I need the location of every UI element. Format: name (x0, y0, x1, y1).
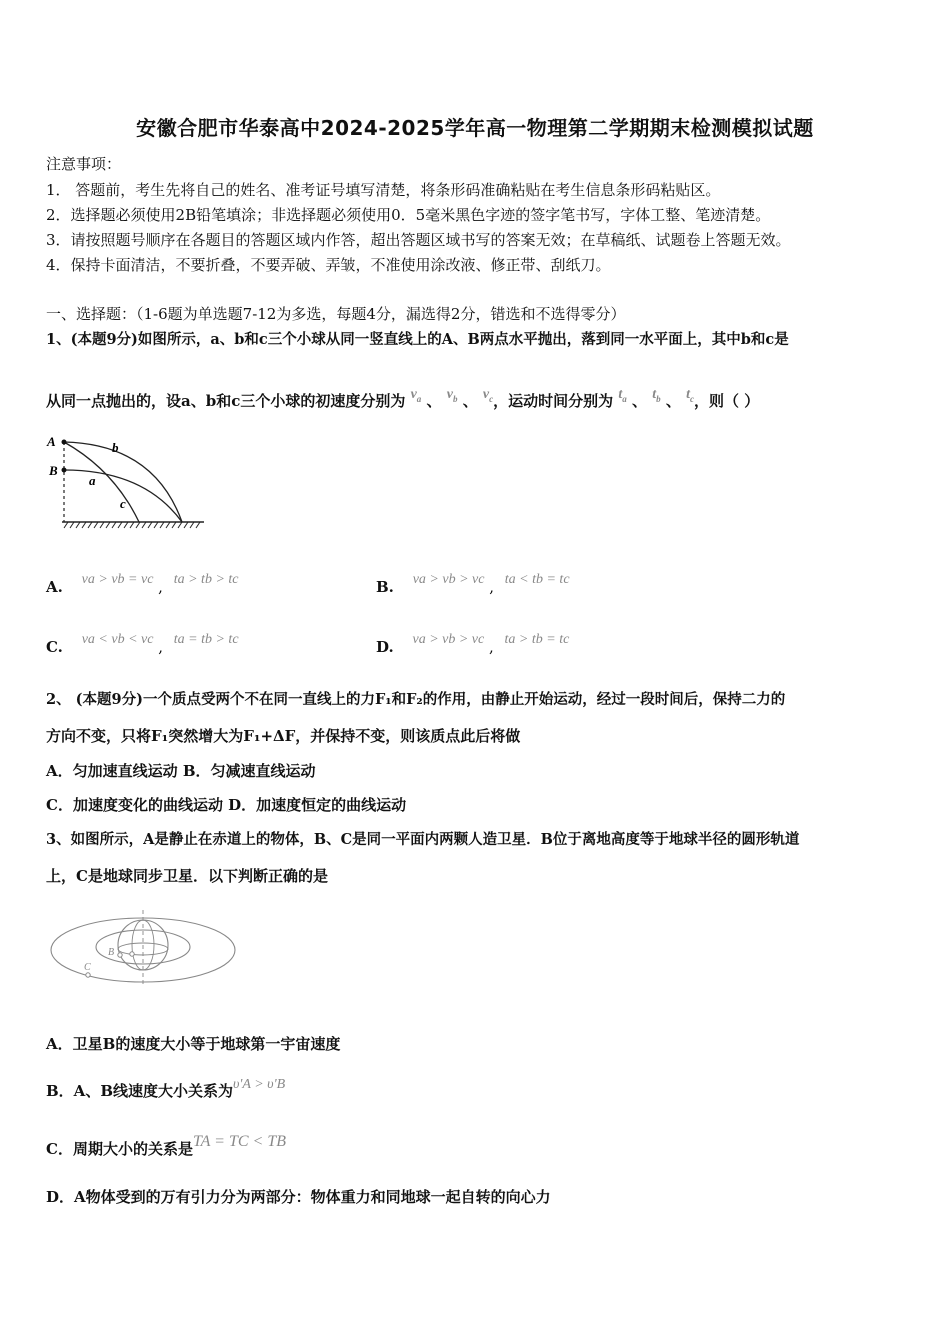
q3-option-C[interactable]: C．周期大小的关系是TA = TC < TB (46, 1133, 286, 1158)
q3-point-B (118, 953, 122, 957)
q1-figure (44, 430, 214, 535)
q2-options-cd[interactable]: C．加速度变化的曲线运动 D．加速度恒定的曲线运动 (46, 796, 407, 814)
q1-point-B (62, 468, 67, 473)
q1-line2-c: ，则（ ） (693, 392, 760, 410)
q1-ground-hatch (64, 522, 200, 528)
q1-option-D[interactable]: D. va > vb > vc , ta > tb = tc (376, 632, 570, 656)
q1-vc: $v_c$ (482, 387, 494, 404)
q3-point-C (86, 973, 90, 977)
q1-option-A[interactable]: A. va > vb = vc , ta > tb > tc (46, 572, 239, 596)
notice-item-4: 4．保持卡面清洁，不要折叠，不要弄破、弄皱，不准使用涂改液、修正带、刮纸刀。 (46, 256, 611, 274)
q1-tb: $t_b$ (652, 387, 661, 404)
q1-line2-a: 从同一点抛出的，设a、b和c三个小球的初速度分别为 (46, 392, 406, 410)
q1-option-C[interactable]: C. va < vb < vc , ta = tb > tc (46, 632, 239, 656)
q1-vb: $v_b$ (446, 387, 458, 404)
notice-heading: 注意事项： (46, 155, 122, 173)
q2-line1: 2、 (本题9分)一个质点受两个不在同一直线上的力F₁和F₂的作用，由静止开始运动，经过一段时间后，保持二力的 (46, 691, 786, 708)
q3-line2: 上，C是地球同步卫星．以下判断正确的是 (46, 867, 328, 885)
q1-point-A (62, 440, 67, 445)
q1-va: $v_a$ (410, 387, 422, 404)
q1-label-a: a (89, 473, 96, 488)
q3-option-A[interactable]: A．卫星B的速度大小等于地球第一宇宙速度 (46, 1035, 341, 1053)
q1-label-c: c (120, 496, 126, 511)
notice-item-3: 3．请按照题号顺序在各题目的答题区域内作答，超出答题区域书写的答案无效；在草稿纸、试题卷上答题无效。 (46, 231, 791, 249)
page-title: 安徽合肥市华泰高中2024-2025学年高一物理第二学期期末检测模拟试题 (136, 116, 814, 140)
q1-label-B: B (49, 463, 58, 478)
q1-line2-b: ，运动时间分别为 (493, 392, 614, 410)
q1-label-b: b (112, 440, 119, 455)
q1-option-B[interactable]: B. va > vb > vc , ta < tb = tc (376, 572, 570, 596)
q1-line2: 从同一点抛出的，设a、b和c三个小球的初速度分别为 $v_a$ 、 $v_b$ 、 $v_c$，运动时间分别为 $t_a$ 、 $t_b$ 、 $t_c$，则（ ） (46, 387, 760, 410)
q1-tc: $t_c$ (686, 387, 694, 404)
q3-point-A (130, 952, 134, 956)
q3-label-C: C (84, 962, 91, 973)
q3-label-B: B (108, 947, 115, 958)
q1-label-A: A (47, 434, 56, 449)
q3-option-B[interactable]: B．A、B线速度大小关系为υ'A > υ'B (46, 1077, 286, 1100)
q2-options-ab[interactable]: A．匀加速直线运动 B．匀减速直线运动 (46, 762, 316, 780)
q1-ta: $t_a$ (618, 387, 627, 404)
q1-line1: 1、(本题9分)如图所示，a、b和c三个小球从同一竖直线上的A、B两点水平抛出，落到同一水平面上，其中b和c是 (46, 331, 789, 348)
q3-line1: 3、如图所示，A是静止在赤道上的物体，B、C是同一平面内两颗人造卫星．B位于离地高度等于地球半径的圆形轨道 (46, 831, 800, 848)
q3-option-D[interactable]: D．A物体受到的万有引力分为两部分：物体重力和同地球一起自转的向心力 (46, 1188, 551, 1206)
q2-line2: 方向不变，只将F₁突然增大为F₁+ΔF，并保持不变，则该质点此后将做 (46, 727, 521, 745)
notice-item-1: 1． 答题前，考生先将自己的姓名、准考证号填写清楚，将条形码准确粘贴在考生信息条形码粘贴区。 (46, 181, 721, 199)
section-heading: 一、选择题：（1-6题为单选题7-12为多选，每题4分，漏选得2分，错选和不选得零分） (46, 305, 626, 323)
q1-trajectory-c (64, 442, 139, 522)
notice-item-2: 2．选择题必须使用2B铅笔填涂；非选择题必须使用0．5毫米黑色字迹的签字笔书写，字体工整、笔迹清楚。 (46, 206, 771, 224)
q3-figure (48, 905, 248, 990)
